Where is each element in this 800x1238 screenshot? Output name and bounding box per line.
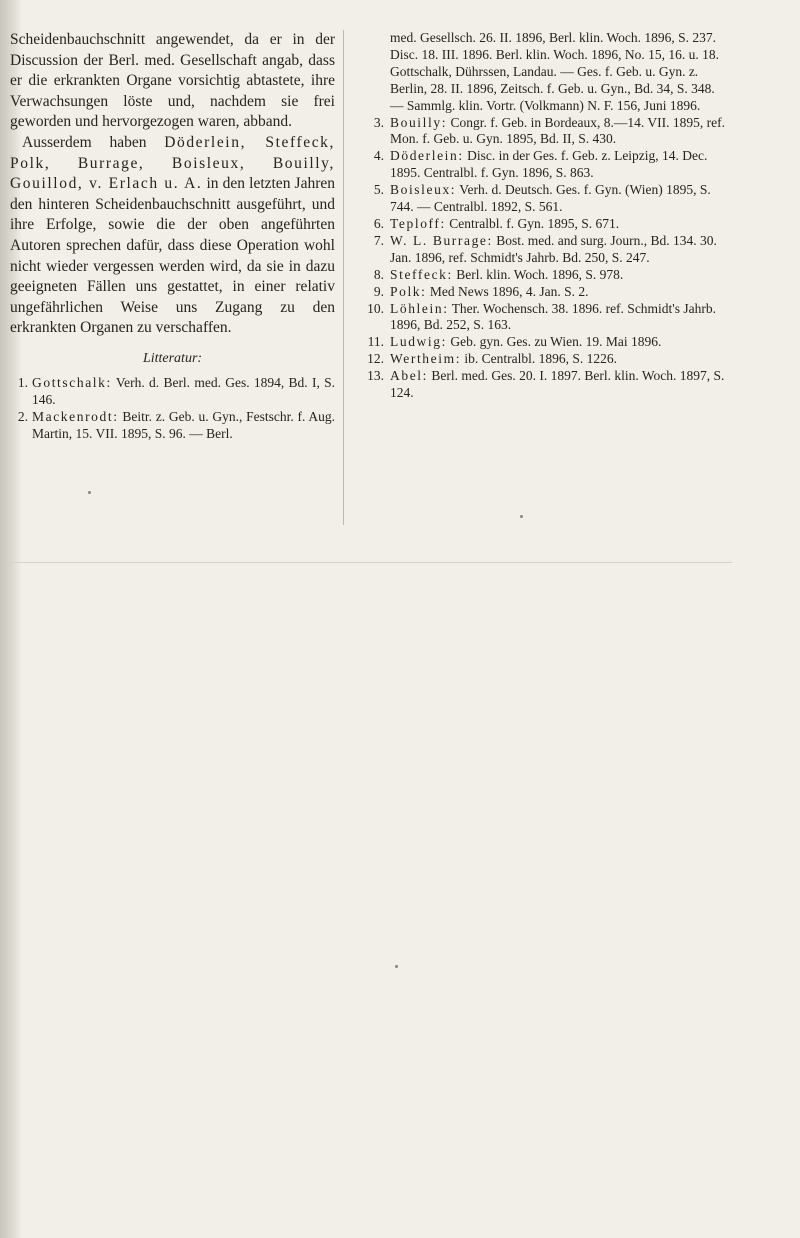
reference-item <box>356 334 731 351</box>
reference-number: 8. <box>373 266 384 282</box>
paper-speck <box>88 491 91 494</box>
paragraph-2-rest: in den letzten Jahren den hinteren Scheidenbauchschnitt ausgeführt, und ihre Erfolge, sowie die der oben angeführten Autoren sprechen dafür, dass diese Operation wohl nicht wieder vergessen werden wird, da sie in dazu geeigneten Fällen uns gestattet, in einer relativ ungefährlichen Weise uns Zugang zu den erkrankten Organen zu verschaffen. <box>10 175 336 337</box>
reference-text: Berl. med. Ges. 20. I. 1897. Berl. klin. Woch. 1897, S. 124. <box>390 368 725 401</box>
paragraph-2 <box>10 133 335 339</box>
reference-author: Gottschalk: <box>32 374 112 390</box>
reference-text: Berl. klin. Woch. 1896, S. 978. <box>456 266 624 282</box>
reference-number: 7. <box>373 232 384 248</box>
reference-text: Med News 1896, 4. Jan. S. 2. <box>429 283 589 299</box>
reference-number: 13. <box>367 368 384 384</box>
reference-author: Polk: <box>390 283 427 299</box>
reference-item <box>356 216 731 233</box>
reference-number: 11. <box>367 334 384 350</box>
reference-author: Bouilly: <box>390 114 448 130</box>
left-column <box>10 30 335 442</box>
reference-author: Boisleux: <box>390 182 457 198</box>
reference-list-left <box>10 374 335 442</box>
reference-number: 10. <box>367 300 384 316</box>
reference-number: 6. <box>373 215 384 231</box>
reference-list-right <box>356 115 731 402</box>
reference-author: Löhlein: <box>390 300 449 316</box>
reference-author: Döderlein: <box>390 148 464 164</box>
reference-text: Congr. f. Geb. in Bordeaux, 8.—14. VII. 1895, ref. Mon. f. Geb. u. Gyn. 1895, Bd. II, S. 430. <box>390 114 726 147</box>
reference-text: Bost. med. and surg. Journ., Bd. 134. 30. Jan. 1896, ref. Schmidt's Jahrb. Bd. 250, S. 247. <box>390 232 717 265</box>
paragraph-1: Scheidenbauchschnitt angewendet, da er in der Discussion der Berl. med. Gesellschaft angab, dass er die erkrankten Organe vorsichtig abtastete, ihre Verwachsungen löste und, nachdem sie frei geworden und hervorgezogen waren, abband. <box>10 31 335 131</box>
reference-number: 4. <box>373 148 384 164</box>
reference-text: Ther. Wochensch. 38. 1896. ref. Schmidt's Jahrb. 1896, Bd. 252, S. 163. <box>390 300 716 333</box>
reference-author: W. L. Burrage: <box>390 232 493 248</box>
right-column <box>356 30 731 402</box>
reference-author: Ludwig: <box>390 334 447 350</box>
reference-item <box>356 284 731 301</box>
reference-continuation: med. Gesellsch. 26. II. 1896, Berl. klin. Woch. 1896, S. 237. Disc. 18. III. 1896. Berl. klin. Woch. 1896, No. 15, 16. u. 18. Gottschalk, Dührssen, Landau. — Ges. f. Geb. u. Gyn. z. Berlin, 28. II. 1896, Zeitsch. f. Geb. u. Gyn., Bd. 34, S. 348. — Sammlg. klin. Vortr. (Volkmann) N. F. 156, Juni 1896. <box>390 30 720 113</box>
reference-item <box>356 182 731 216</box>
paper-speck <box>395 965 398 968</box>
reference-item <box>356 351 731 368</box>
reference-number: 1. <box>17 374 28 390</box>
reference-item <box>356 115 731 149</box>
reference-item <box>356 233 731 267</box>
reference-text: Verh. d. Berl. med. Ges. 1894, Bd. I, S. 146. <box>32 374 335 407</box>
reference-item <box>10 374 335 408</box>
reference-item <box>10 408 335 442</box>
paragraph-2-lead: Ausserdem haben <box>22 133 147 151</box>
reference-text: Geb. gyn. Ges. zu Wien. 19. Mai 1896. <box>450 334 662 350</box>
reference-text: Disc. in der Ges. f. Geb. z. Leipzig, 14. Dec. 1895. Centralbl. f. Gyn. 1896, S. 863. <box>390 148 708 181</box>
reference-item <box>356 368 731 402</box>
reference-text: Beitr. z. Geb. u. Gyn., Festschr. f. Aug. Martin, 15. VII. 1895, S. 96. — Berl. <box>32 408 336 441</box>
reference-author: Mackenrodt: <box>32 408 119 424</box>
reference-number: 2. <box>17 408 28 424</box>
reference-text: Centralbl. f. Gyn. 1895, S. 671. <box>449 215 620 231</box>
reference-item <box>356 301 731 335</box>
reference-author: Teploff: <box>390 215 446 231</box>
reference-number: 9. <box>373 283 384 299</box>
reference-number: 12. <box>367 351 384 367</box>
literature-heading: Litteratur: <box>142 350 203 366</box>
reference-item <box>356 267 731 284</box>
reference-author: Abel: <box>390 368 428 384</box>
reference-author: Steffeck: <box>390 266 453 282</box>
column-divider <box>343 30 344 525</box>
author-names: Döderlein, Steffeck, Polk, Burrage, Boisleux, Bouilly, Gouillod, v. Erlach u. A. <box>10 133 335 193</box>
reference-number: 5. <box>373 182 384 198</box>
reference-text: ib. Centralbl. 1896, S. 1226. <box>464 351 618 367</box>
reference-text: Verh. d. Deutsch. Ges. f. Gyn. (Wien) 1895, S. 744. — Centralbl. 1892, S. 561. <box>390 182 711 215</box>
page-bottom-rule <box>10 562 732 563</box>
reference-item <box>356 148 731 182</box>
reference-author: Wertheim: <box>390 351 462 367</box>
reference-number: 3. <box>373 114 384 130</box>
paper-speck <box>520 515 523 518</box>
